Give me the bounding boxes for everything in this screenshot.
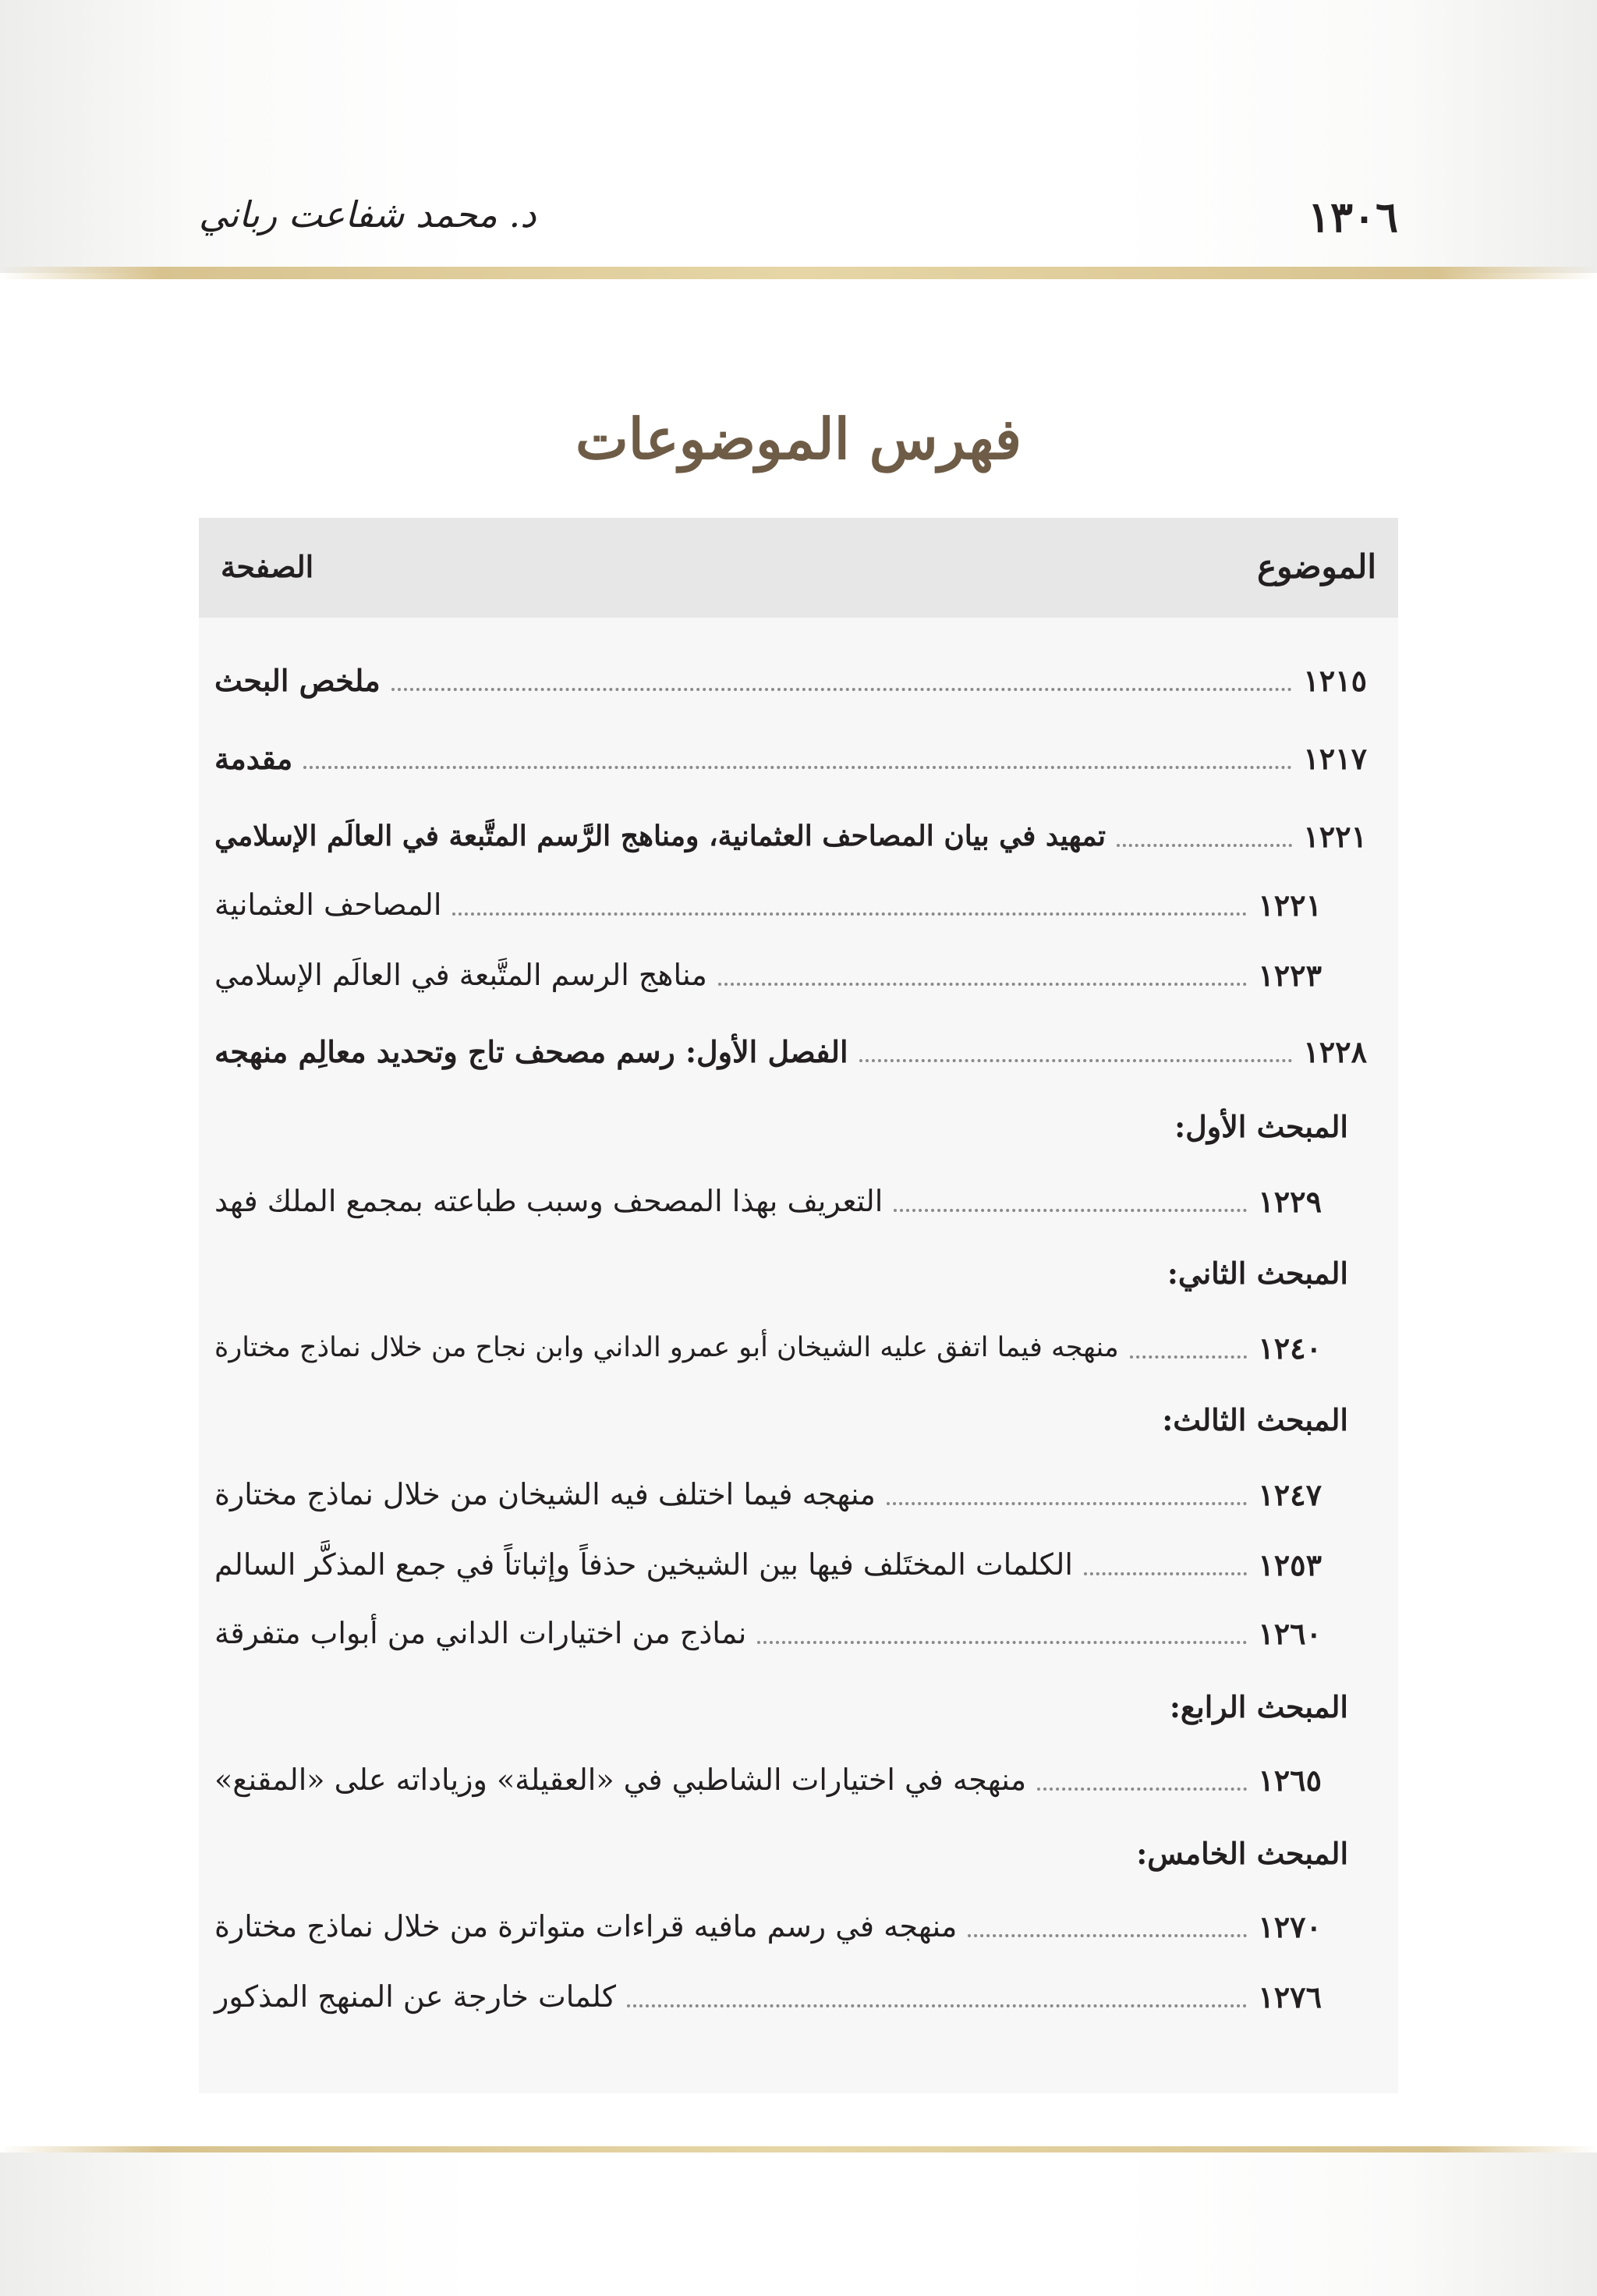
toc-entry-page: ١٢١٥	[1303, 662, 1367, 698]
toc-entry[interactable]	[214, 735, 1367, 781]
leader-dots	[1117, 844, 1292, 847]
toc-entry-page: ١٢٥٣	[1258, 1547, 1322, 1582]
toc-entry-title: التعريف بهذا المصحف وسبب طباعته بمجمع الملك فهد	[214, 1184, 883, 1218]
footer-band	[0, 2152, 1597, 2296]
toc-entry[interactable]	[214, 951, 1322, 998]
leader-dots	[627, 2004, 1247, 2007]
toc-entry-page: ١٢٢٨	[1303, 1033, 1367, 1069]
leader-dots	[859, 1059, 1293, 1062]
toc-header-row	[199, 518, 1398, 618]
toc-section-heading: المبحث الثاني:	[1167, 1256, 1348, 1291]
header-gold-rule	[0, 267, 1597, 279]
toc-entry[interactable]	[214, 1541, 1322, 1588]
toc-entry[interactable]	[214, 813, 1367, 859]
toc-entry-page: ١٢٧٠	[1258, 1908, 1322, 1944]
leader-dots	[391, 688, 1293, 691]
toc-entry-title: مناهج الرسم المتَّبعة في العالَم الإسلامي	[214, 958, 707, 992]
toc-entry[interactable]	[214, 1973, 1322, 2020]
leader-dots	[452, 912, 1247, 916]
toc-entry[interactable]	[214, 1028, 1367, 1075]
toc-section-heading: المبحث الأول:	[1174, 1109, 1348, 1144]
page-title: فهرس الموضوعات	[575, 406, 1022, 472]
toc-entry-title: منهجه فيما اختلف فيه الشيخان من خلال نماذج مختارة	[214, 1477, 876, 1511]
toc-entry-page: ١٢٤٧	[1258, 1476, 1322, 1512]
toc-entry[interactable]	[214, 1610, 1322, 1656]
toc-entry-page: ١٢٦٥	[1258, 1762, 1322, 1798]
toc-entry[interactable]	[214, 1756, 1322, 1803]
toc-entry[interactable]	[214, 1471, 1322, 1518]
toc-entry-title: منهجه في اختيارات الشاطبي في «العقيلة» وزياداته على «المقنع»	[214, 1763, 1027, 1797]
toc-entry-title: نماذج من اختيارات الداني من أبواب متفرقة	[214, 1616, 747, 1650]
toc-entry[interactable]	[214, 657, 1367, 703]
toc-entry[interactable]	[214, 1178, 1322, 1224]
toc-entry-page: ١٢٢٩	[1258, 1183, 1322, 1219]
leader-dots	[1130, 1355, 1248, 1359]
toc-section-heading: المبحث الخامس:	[1136, 1836, 1348, 1871]
toc-entry-title: منهجه فيما اتفق عليه الشيخان أبو عمرو الداني وابن نجاح من خلال نماذج مختارة	[214, 1332, 1119, 1363]
leader-dots	[1037, 1788, 1247, 1791]
toc-entry-title: ملخص البحث	[214, 662, 381, 698]
leader-dots	[894, 1209, 1247, 1212]
running-author: د. محمد شفاعت رباني	[199, 193, 536, 236]
toc-entry[interactable]	[214, 1903, 1322, 1950]
toc-entry-page: ١٢٦٠	[1258, 1615, 1322, 1651]
toc-entry-title: المصاحف العثمانية	[214, 888, 442, 922]
toc-entry[interactable]	[214, 881, 1322, 928]
toc-entry-title: تمهيد في بيان المصاحف العثمانية، ومناهج الرَّسم المتَّبعة في العالَم الإسلامي	[214, 820, 1107, 852]
leader-dots	[1084, 1572, 1247, 1575]
toc-entry-title: كلمات خارجة عن المنهج المذكور	[214, 1979, 616, 2014]
toc-entry-title: مقدمة	[214, 740, 293, 776]
leader-dots	[303, 766, 1292, 769]
toc-entry-page: ١٢٢٣	[1258, 957, 1322, 993]
toc-entry-page: ١٢١٧	[1303, 740, 1367, 776]
toc-header-page: الصفحة	[221, 549, 314, 584]
toc-header-topic: الموضوع	[1257, 547, 1376, 586]
toc-entry-page: ١٢٢١	[1303, 818, 1367, 854]
toc-entry-page: ١٢٧٦	[1258, 1979, 1322, 2014]
toc-entry-title: الفصل الأول: رسم مصحف تاج وتحديد معالِم منهجه	[214, 1033, 848, 1069]
toc-entry-page: ١٢٤٠	[1258, 1330, 1322, 1366]
leader-dots	[887, 1502, 1248, 1505]
toc-entry[interactable]	[214, 1324, 1322, 1371]
leader-dots	[968, 1934, 1247, 1937]
toc-entry-title: منهجه في رسم مافيه قراءات متواترة من خلال نماذج مختارة	[214, 1909, 958, 1943]
toc-section-heading: المبحث الثالث:	[1162, 1402, 1348, 1437]
toc-entry-page: ١٢٢١	[1258, 887, 1322, 923]
toc-panel	[199, 518, 1398, 2093]
leader-dots	[757, 1641, 1247, 1644]
toc-entry-title: الكلمات المختَلف فيها بين الشيخين حذفاً وإثباتاً في جمع المذكَّر السالم	[214, 1547, 1073, 1582]
leader-dots	[718, 983, 1247, 986]
toc-section-heading: المبحث الرابع:	[1169, 1689, 1348, 1724]
running-page-number: ١٣٠٦	[1307, 192, 1398, 242]
